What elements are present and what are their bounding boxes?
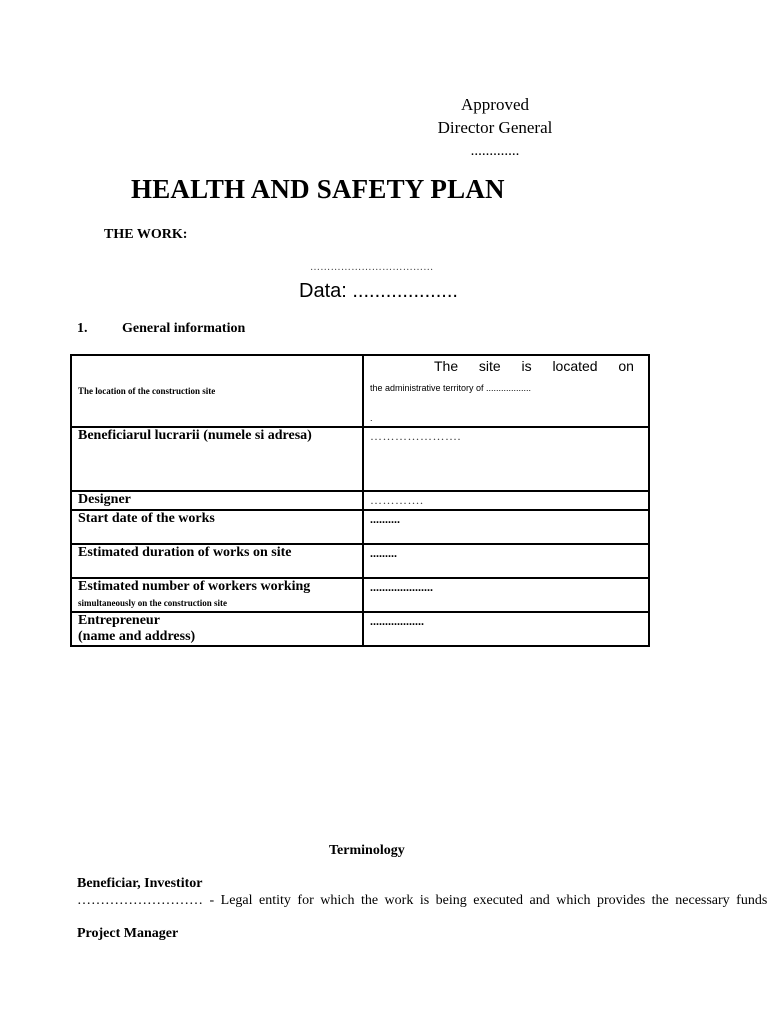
location-word: is [521, 358, 532, 374]
term-beneficiar-definition: ……………………… - Legal entity for which the work is being executed and which provides the necessary funds [77, 893, 768, 908]
location-territory: the administrative territory of .................. [370, 383, 532, 393]
table-row [71, 510, 649, 544]
table-row [71, 491, 649, 510]
beneficiary-label: Beneficiarul lucrarii (numele si adresa) [71, 427, 363, 491]
location-trailing-dot: . [370, 413, 373, 423]
workers-value [363, 578, 649, 612]
duration-label: Estimated duration of works on site [71, 544, 363, 578]
designer-label: Designer [71, 491, 363, 510]
approval-block [400, 93, 590, 163]
start-date-label: Start date of the works [71, 510, 363, 544]
workers-dots: ..................... [370, 580, 433, 594]
location-word: The [434, 358, 459, 374]
location-word: located [552, 358, 598, 374]
term-beneficiar: Beneficiar, Investitor [77, 876, 203, 891]
workers-label: Estimated number of workers working [78, 579, 311, 594]
work-name-placeholder: ……………………………… [310, 262, 434, 273]
beneficiary-dots: …………………. [370, 429, 461, 443]
entrepreneur-sublabel: (name and address) [78, 629, 196, 644]
location-word: on [618, 358, 634, 374]
duration-dots: ......... [370, 546, 397, 560]
start-date-value [363, 510, 649, 544]
duration-value [363, 544, 649, 578]
workers-sublabel: simultaneously on the construction site [78, 598, 228, 608]
entrepreneur-dots: .................. [370, 614, 424, 628]
general-info-table [70, 354, 650, 647]
table-row [71, 578, 649, 612]
table-row [71, 544, 649, 578]
entrepreneur-value [363, 612, 649, 646]
section-number: 1. [77, 321, 88, 336]
work-label: THE WORK: [104, 227, 188, 242]
location-label: The location of the construction site [78, 386, 216, 396]
location-value-line [364, 356, 648, 374]
beneficiary-value [363, 427, 649, 491]
entrepreneur-label-cell [71, 612, 363, 646]
table-row [71, 355, 649, 427]
terminology-heading: Terminology [329, 843, 405, 858]
approval-title: Director General [437, 118, 553, 137]
start-date-dots: .......... [370, 512, 400, 526]
document-title: HEALTH AND SAFETY PLAN [131, 174, 505, 204]
approval-line: Approved [461, 95, 529, 114]
designer-dots: …………. [370, 493, 424, 507]
table-label-cell [71, 355, 363, 427]
table-value-cell [363, 355, 649, 427]
section-heading [77, 321, 245, 337]
date-line: Data: ................... [299, 280, 458, 302]
section-title: General information [122, 321, 246, 336]
table-row [71, 427, 649, 491]
designer-value [363, 491, 649, 510]
location-word: site [478, 358, 501, 374]
workers-label-cell [71, 578, 363, 612]
table-row [71, 612, 649, 646]
entrepreneur-label: Entrepreneur [78, 613, 160, 628]
approval-signature-dots: ............. [470, 143, 520, 159]
term-project-manager: Project Manager [77, 926, 179, 941]
